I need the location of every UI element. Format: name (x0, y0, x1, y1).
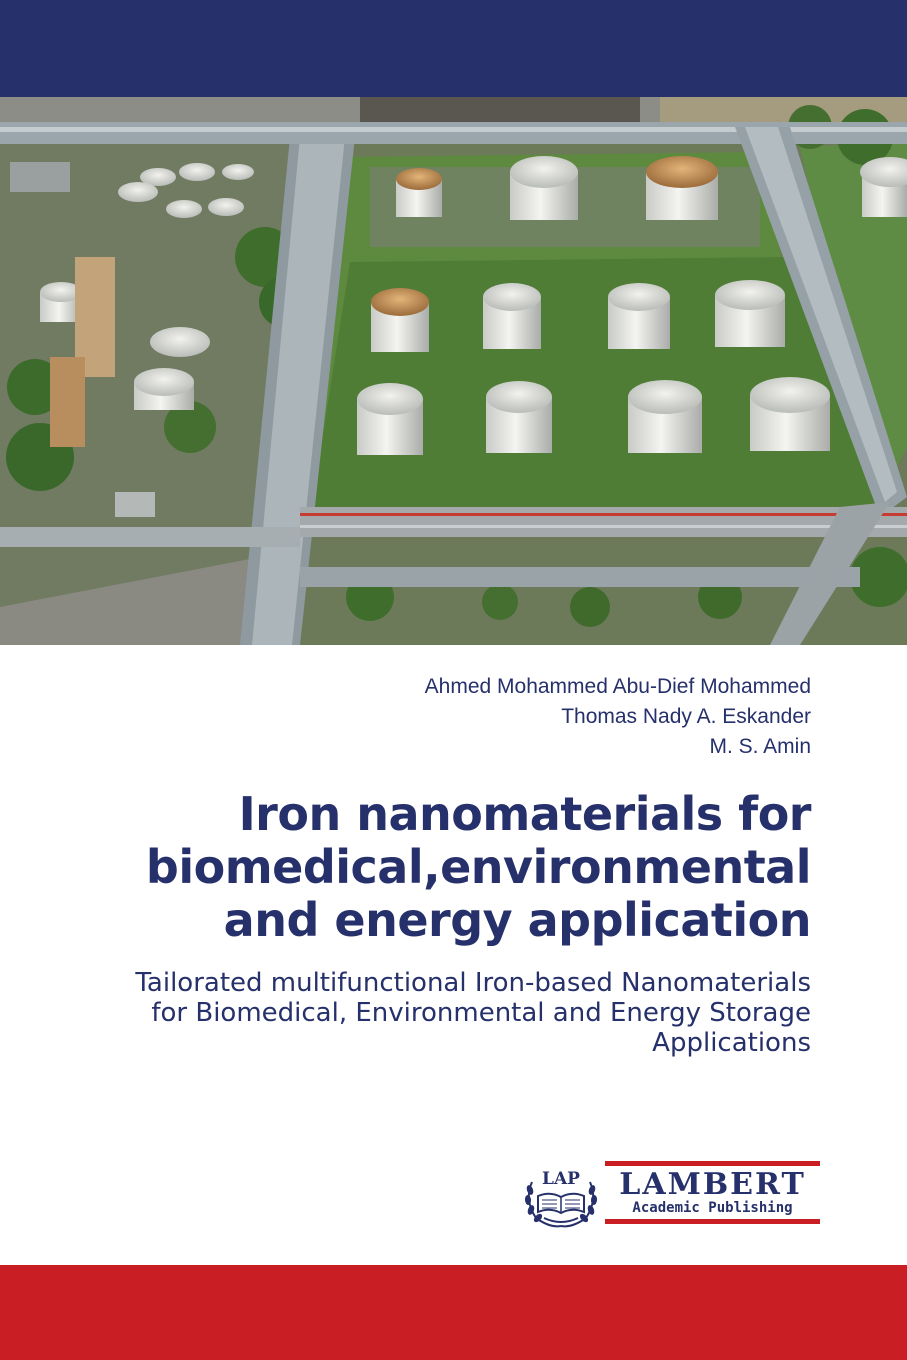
author-name: Ahmed Mohammed Abu-Dief Mohammed (424, 675, 811, 698)
publisher-tagline: Academic Publishing (632, 1200, 793, 1216)
publisher-name: LAMBERT (619, 1167, 806, 1202)
publisher-rule-top (605, 1161, 820, 1166)
title-line: and energy application (223, 893, 811, 947)
book-subtitle (51, 968, 811, 1058)
author-name: M. S. Amin (709, 735, 811, 758)
publisher-rule-bottom (605, 1219, 820, 1224)
top-color-band (0, 0, 907, 97)
cover-photo (0, 97, 907, 645)
publisher-logo (522, 1160, 822, 1232)
subtitle-line: Applications (652, 1028, 811, 1058)
bottom-color-band (0, 1265, 907, 1360)
lap-book-icon (522, 1160, 600, 1232)
title-line: Iron nanomaterials for (238, 787, 811, 841)
book-title (51, 788, 811, 947)
subtitle-line: Tailorated multifunctional Iron-based Nanomaterials (135, 968, 811, 998)
author-name: Thomas Nady A. Eskander (561, 705, 811, 728)
lap-badge-text: LAP (542, 1169, 580, 1189)
subtitle-line: for Biomedical, Environmental and Energy Storage (151, 998, 811, 1028)
title-line: biomedical,environmental (145, 840, 811, 894)
author-list (425, 672, 811, 762)
